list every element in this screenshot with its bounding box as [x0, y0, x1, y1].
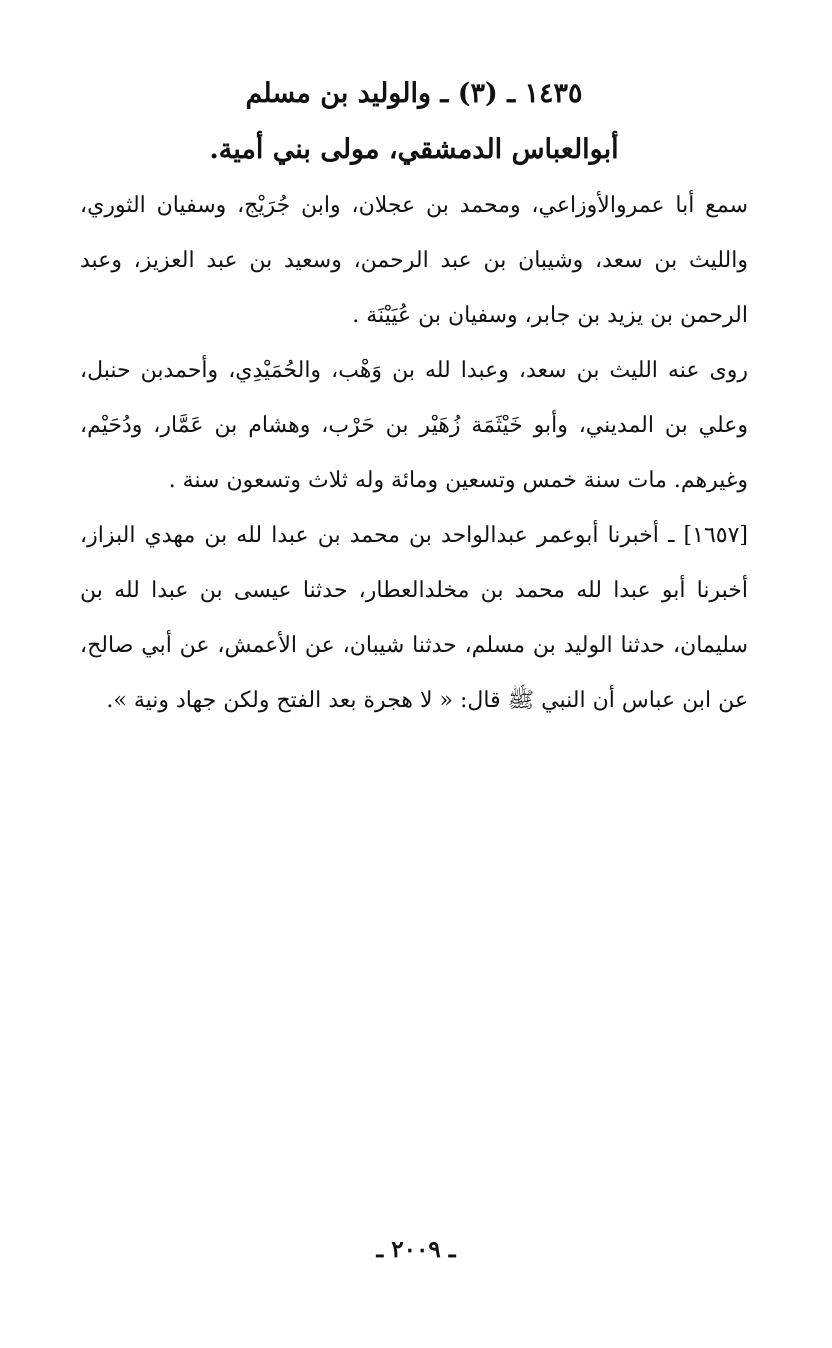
paragraph-hadith: [١٦٥٧] ـ أخبرنا أبوعمر عبدالواحد بن محمد بن عبدا لله بن مهدي البزاز، أخبرنا أبو عبدا لله محمد بن مخلدالعطار، حدثنا عيسى بن عبدا لله بن سليمان، حدثنا الوليد بن مسلم، حدثنا شيبان، عن الأعمش، عن أبي صالح، عن ابن عباس أن النبي ﷺ قال: « لا هجرة بعد الفتح ولكن جهاد ونية ».: [80, 523, 748, 713]
page-number: ـ ٢٠٠٩ ـ: [376, 1236, 456, 1263]
paragraph-teachers: سمع أبا عمروالأوزاعي، ومحمد بن عجلان، وابن جُرَيْج، وسفيان الثوري، والليث بن سعد، وشيبان بن عبد الرحمن، وسعيد بن عبد العزيز، وعبد الرحمن بن يزيد بن جابر، وسفيان بن عُيَيْنَة .: [80, 193, 748, 328]
entry-title: ١٤٣٥ ـ (٣) ـ والوليد بن مسلم: [245, 78, 583, 109]
paragraph-students: روى عنه الليث بن سعد، وعبدا لله بن وَهْب، والحُمَيْدِي، وأحمدبن حنبل، وعلي بن المديني، وأبو خَيْثَمَة زُهَيْر بن حَرْب، وهشام بن عَمَّار، ودُحَيْم، وغيرهم. مات سنة خمس وتسعين ومائة وله ثلاث وتسعون سنة .: [80, 358, 748, 493]
text-block: [80, 66, 748, 728]
entry-subtitle: أبوالعباس الدمشقي، مولى بني أمية.: [209, 134, 619, 165]
